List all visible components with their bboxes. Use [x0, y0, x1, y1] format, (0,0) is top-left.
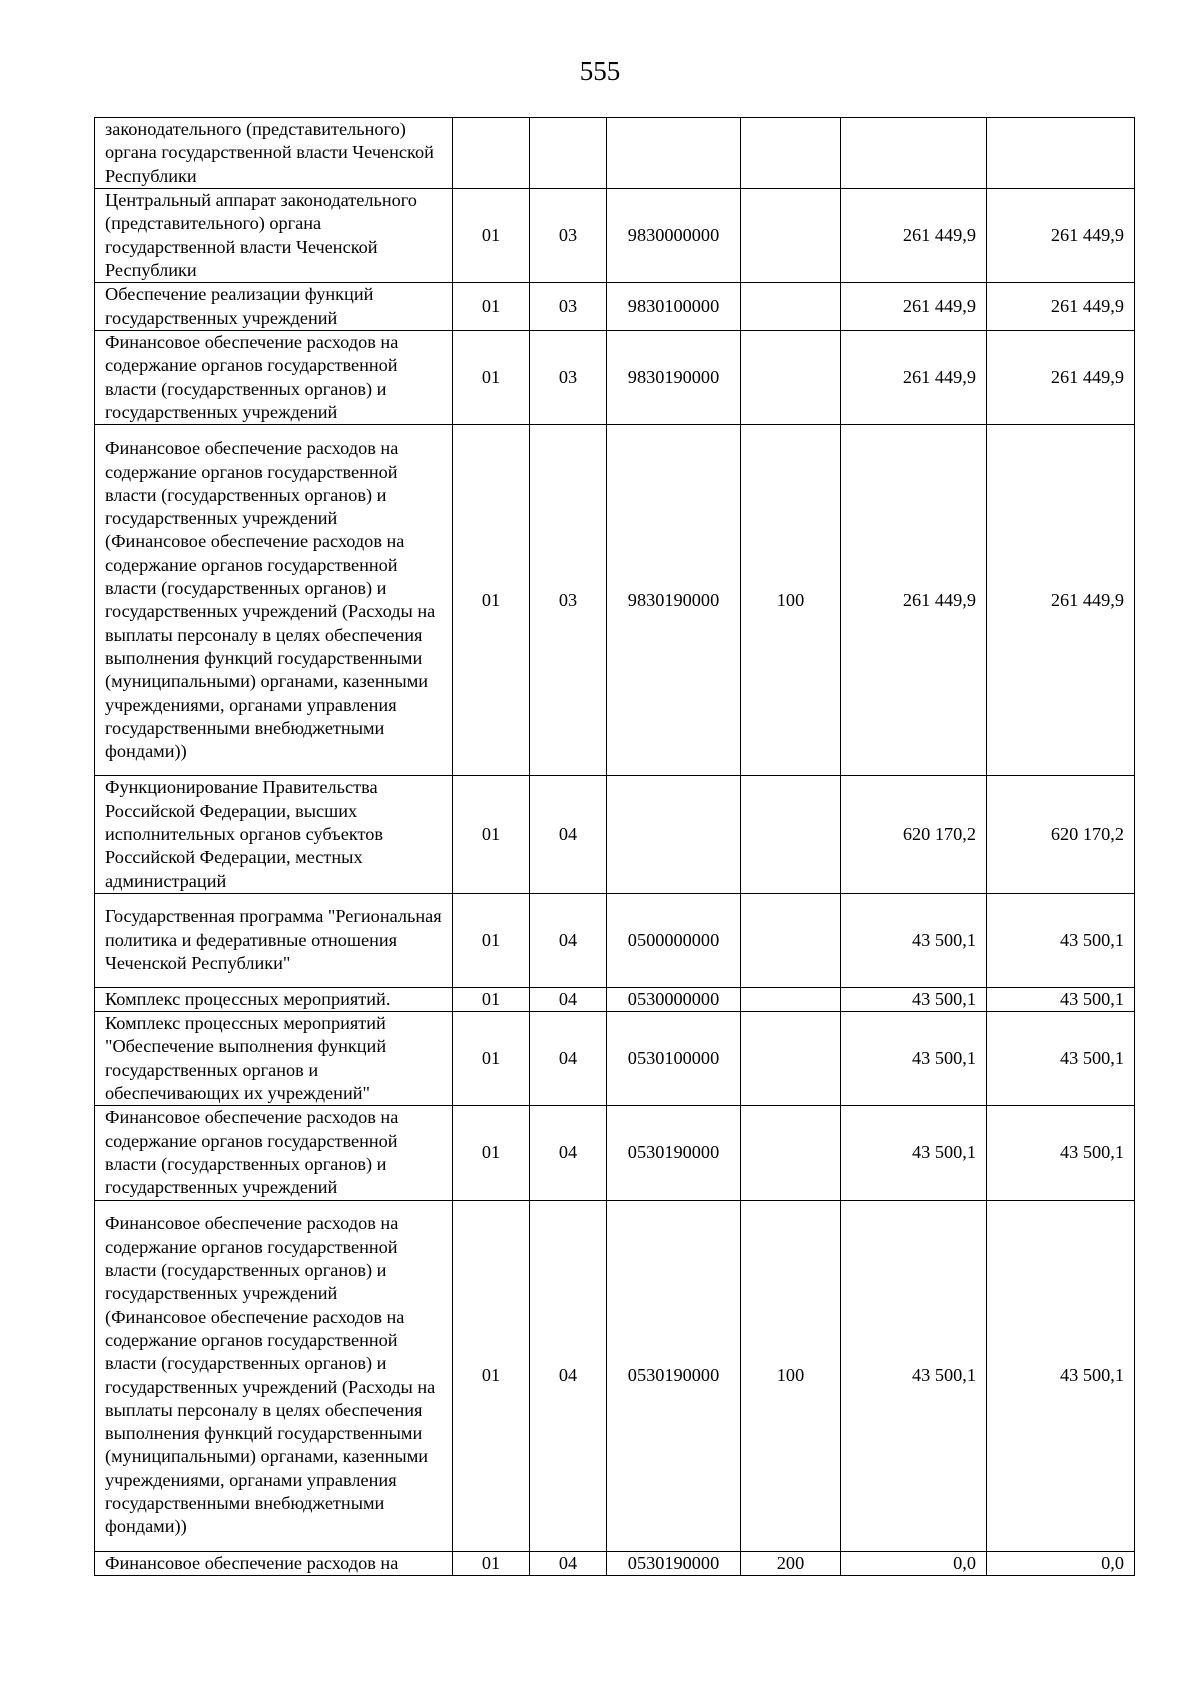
row-expense-type: [741, 189, 841, 283]
row-target-item: 0530190000: [607, 1551, 741, 1575]
row-expense-type: [741, 118, 841, 189]
table-row: [95, 1106, 1135, 1200]
table-row: [95, 1551, 1135, 1575]
row-amount-2: 43 500,1: [987, 1012, 1135, 1106]
row-subsection: 04: [530, 776, 607, 893]
row-target-item: [607, 776, 741, 893]
row-subsection: 04: [530, 987, 607, 1011]
row-target-item: 9830100000: [607, 283, 741, 331]
row-target-item: 9830000000: [607, 189, 741, 283]
row-name: Государственная программа "Региональная политика и федеративные отношения Чеченской Республики": [95, 893, 453, 987]
row-expense-type: [741, 331, 841, 425]
table-row: [95, 331, 1135, 425]
row-amount-2: 43 500,1: [987, 1106, 1135, 1200]
row-subsection: 04: [530, 1200, 607, 1551]
row-section: 01: [453, 893, 530, 987]
budget-table: [94, 117, 1135, 1576]
row-amount-2: 43 500,1: [987, 1200, 1135, 1551]
row-target-item: 0530100000: [607, 1012, 741, 1106]
row-name: Финансовое обеспечение расходов на содержание органов государственной власти (государственных органов) и государственных учреждений (Финансовое обеспечение расходов на содержание органов государственной власти (государственных органов) и государственных учреждений (Расходы на выплаты персоналу в целях обеспечения выполнения функций государственными (муниципальными) органами, казенными учреждениями, органами управления государственными внебюджетными фондами)): [95, 1200, 453, 1551]
page-number: 555: [579, 56, 621, 86]
row-section: 01: [453, 283, 530, 331]
row-name: Обеспечение реализации функций государственных учреждений: [95, 283, 453, 331]
row-target-item: 0530190000: [607, 1106, 741, 1200]
row-amount-1: 43 500,1: [841, 1106, 987, 1200]
row-section: 01: [453, 1012, 530, 1106]
row-expense-type: [741, 1106, 841, 1200]
row-target-item: 9830190000: [607, 425, 741, 776]
row-amount-1: 0,0: [841, 1551, 987, 1575]
row-expense-type: [741, 283, 841, 331]
row-subsection: 04: [530, 1106, 607, 1200]
row-name: Комплекс процессных мероприятий.: [95, 987, 453, 1011]
row-amount-2: 261 449,9: [987, 283, 1135, 331]
table-row: [95, 987, 1135, 1011]
row-name: Комплекс процессных мероприятий "Обеспечение выполнения функций государственных органов и обеспечивающих их учреждений": [95, 1012, 453, 1106]
row-amount-1: 43 500,1: [841, 1200, 987, 1551]
row-target-item: [607, 118, 741, 189]
row-amount-1: [841, 118, 987, 189]
row-name: Функционирование Правительства Российской Федерации, высших исполнительных органов субъектов Российской Федерации, местных администраций: [95, 776, 453, 893]
row-amount-1: 261 449,9: [841, 189, 987, 283]
row-target-item: 0530000000: [607, 987, 741, 1011]
table-row: [95, 1012, 1135, 1106]
row-section: 01: [453, 189, 530, 283]
row-name: Финансовое обеспечение расходов на содержание органов государственной власти (государственных органов) и государственных учреждений: [95, 1106, 453, 1200]
row-target-item: 0530190000: [607, 1200, 741, 1551]
table-row: [95, 893, 1135, 987]
row-section: [453, 118, 530, 189]
row-section: 01: [453, 425, 530, 776]
row-target-item: 0500000000: [607, 893, 741, 987]
row-name: Финансовое обеспечение расходов на: [95, 1551, 453, 1575]
table-row: [95, 189, 1135, 283]
row-expense-type: [741, 776, 841, 893]
row-amount-1: 43 500,1: [841, 987, 987, 1011]
row-section: 01: [453, 987, 530, 1011]
row-amount-2: 0,0: [987, 1551, 1135, 1575]
row-subsection: 03: [530, 425, 607, 776]
row-amount-2: 620 170,2: [987, 776, 1135, 893]
row-section: 01: [453, 1551, 530, 1575]
row-expense-type: 100: [741, 1200, 841, 1551]
row-subsection: 03: [530, 331, 607, 425]
row-subsection: 03: [530, 283, 607, 331]
row-name: Финансовое обеспечение расходов на содержание органов государственной власти (государственных органов) и государственных учреждений: [95, 331, 453, 425]
row-section: 01: [453, 1200, 530, 1551]
row-amount-2: 43 500,1: [987, 893, 1135, 987]
row-section: 01: [453, 1106, 530, 1200]
row-expense-type: 100: [741, 425, 841, 776]
row-amount-1: 261 449,9: [841, 425, 987, 776]
row-expense-type: [741, 987, 841, 1011]
table-row: [95, 425, 1135, 776]
row-subsection: 04: [530, 1551, 607, 1575]
row-name: Финансовое обеспечение расходов на содержание органов государственной власти (государственных органов) и государственных учреждений (Финансовое обеспечение расходов на содержание органов государственной власти (государственных органов) и государственных учреждений (Расходы на выплаты персоналу в целях обеспечения выполнения функций государственными (муниципальными) органами, казенными учреждениями, органами управления государственными внебюджетными фондами)): [95, 425, 453, 776]
row-section: 01: [453, 776, 530, 893]
row-section: 01: [453, 331, 530, 425]
row-amount-1: 43 500,1: [841, 893, 987, 987]
row-amount-1: 43 500,1: [841, 1012, 987, 1106]
row-amount-2: [987, 118, 1135, 189]
row-name: законодательного (представительного) органа государственной власти Чеченской Республики: [95, 118, 453, 189]
row-expense-type: [741, 893, 841, 987]
row-subsection: 04: [530, 1012, 607, 1106]
row-amount-1: 261 449,9: [841, 283, 987, 331]
row-target-item: 9830190000: [607, 331, 741, 425]
row-expense-type: 200: [741, 1551, 841, 1575]
row-subsection: 03: [530, 189, 607, 283]
row-amount-1: 620 170,2: [841, 776, 987, 893]
row-amount-2: 261 449,9: [987, 425, 1135, 776]
row-name: Центральный аппарат законодательного (представительного) органа государственной власти Чеченской Республики: [95, 189, 453, 283]
row-subsection: 04: [530, 893, 607, 987]
table-row: [95, 283, 1135, 331]
table-row: [95, 776, 1135, 893]
table-row: [95, 118, 1135, 189]
table-row: [95, 1200, 1135, 1551]
row-subsection: [530, 118, 607, 189]
row-amount-2: 261 449,9: [987, 331, 1135, 425]
row-amount-2: 43 500,1: [987, 987, 1135, 1011]
row-amount-1: 261 449,9: [841, 331, 987, 425]
row-expense-type: [741, 1012, 841, 1106]
row-amount-2: 261 449,9: [987, 189, 1135, 283]
